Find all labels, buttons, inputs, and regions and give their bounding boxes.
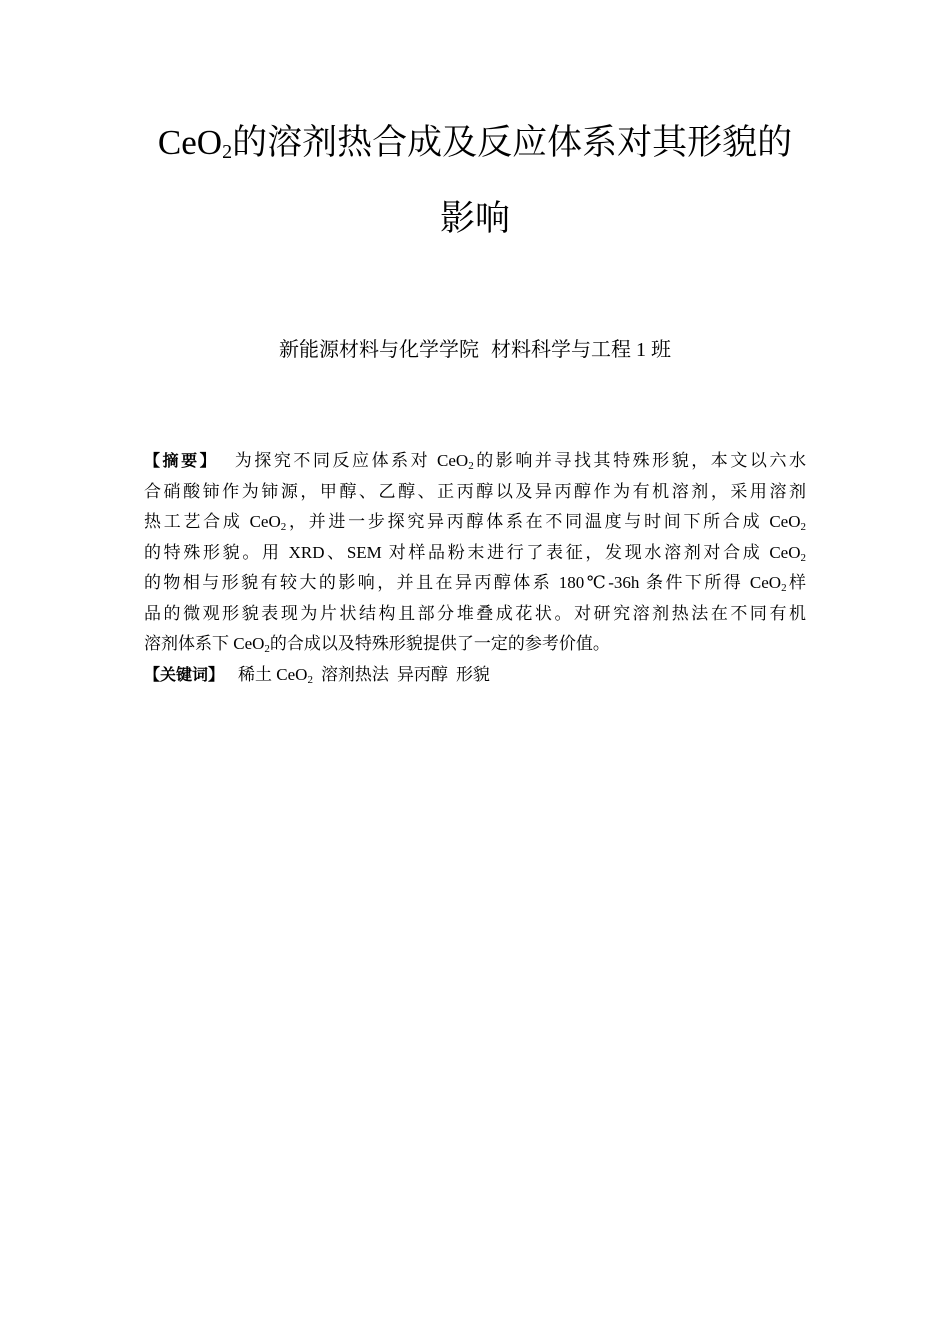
author-affiliation bbox=[0, 336, 950, 364]
formula-subscript: 2 bbox=[781, 582, 787, 594]
keyword: 稀土 CeO bbox=[238, 664, 308, 684]
abstract-line bbox=[144, 629, 806, 660]
keyword: 溶剂热法 bbox=[320, 664, 389, 684]
abstract-text: 合硝酸铈作为铈源，甲醇、乙醇、正丙醇以及异丙醇作为有机溶剂，采用溶剂 bbox=[144, 481, 806, 501]
abstract-line bbox=[144, 507, 806, 538]
formula-subscript: 2 bbox=[800, 551, 806, 564]
title-text-continued: 影响 bbox=[439, 199, 510, 239]
abstract-line bbox=[144, 568, 806, 599]
keyword: 形貌 bbox=[455, 664, 490, 684]
abstract-text: ，并进一步探究异丙醇体系在不同温度与时间下所合成 CeO bbox=[286, 512, 801, 531]
abstract-line bbox=[144, 446, 806, 477]
abstract-section bbox=[144, 446, 806, 690]
abstract-text: 的物相与形貌有较大的影响，并且在异丙醇体系 180℃-36h 条件下所得 CeO bbox=[144, 573, 782, 592]
keyword: 异丙醇 bbox=[396, 664, 448, 684]
abstract-text: 样 bbox=[786, 573, 806, 592]
affiliation-school: 新能源材料与化学学院 bbox=[279, 339, 479, 361]
formula-subscript: 2 bbox=[280, 521, 287, 533]
formula-subscript: 2 bbox=[307, 673, 313, 686]
affiliation-class: 材料科学与工程 1 班 bbox=[491, 339, 671, 361]
abstract-text: 热工艺合成 CeO bbox=[144, 512, 281, 531]
abstract-line bbox=[144, 538, 806, 569]
abstract-text: 的合成以及特殊形貌提供了一定的参考价值。 bbox=[269, 634, 610, 653]
title-text: 的溶剂热合成及反应体系对其形貌的 bbox=[232, 123, 793, 163]
formula-subscript: 2 bbox=[468, 460, 474, 472]
formula-subscript: 2 bbox=[800, 521, 806, 533]
abstract-text: 品的微观形貌表现为片状结构且部分堆叠成花状。对研究溶剂热法在不同有机 bbox=[144, 603, 806, 623]
abstract-text: 的影响并寻找其特殊形貌，本文以六水 bbox=[473, 451, 806, 470]
document-title-line1 bbox=[0, 123, 950, 163]
title-formula-subscript: 2 bbox=[222, 141, 233, 163]
abstract-text: 的特殊形貌。用 XRD、SEM 对样品粉末进行了表征，发现水溶剂对合成 CeO bbox=[144, 542, 801, 562]
abstract-text: 溶剂体系下 CeO bbox=[144, 634, 265, 653]
keywords-line bbox=[144, 660, 806, 691]
formula-subscript: 2 bbox=[264, 643, 270, 655]
abstract-label: 【摘要】 bbox=[144, 451, 219, 470]
abstract-line bbox=[144, 477, 806, 508]
abstract-text: 为探究不同反应体系对 CeO bbox=[232, 451, 469, 470]
title-formula: CeO bbox=[157, 123, 223, 162]
document-title-line2 bbox=[0, 199, 950, 239]
keywords-label: 【关键词】 bbox=[144, 664, 225, 684]
abstract-line bbox=[144, 599, 806, 630]
